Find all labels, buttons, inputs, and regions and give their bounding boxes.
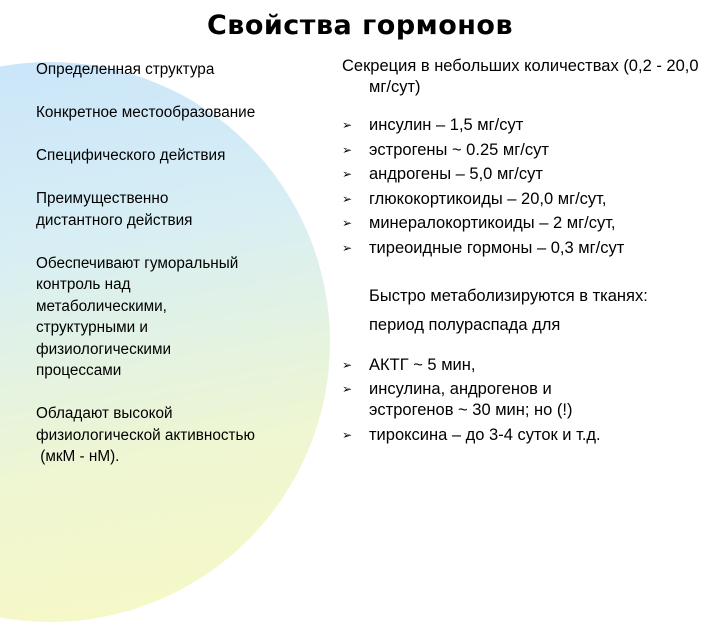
property-humoral-line-6: процессами xyxy=(36,362,122,379)
metabolism-heading: Быстро метаболизируются в тканях: xyxy=(369,286,648,305)
secretion-item: ➢ инсулин – 1,5 мг/сут xyxy=(342,116,524,134)
arrowhead-bullet-icon: ➢ xyxy=(342,216,353,230)
arrowhead-bullet-icon: ➢ xyxy=(342,191,353,206)
properties-list xyxy=(36,59,326,468)
property-humoral-line-4: структурными и xyxy=(36,319,148,336)
secretion-item: ➢ минералокортикоиды – 2 мг/сут, xyxy=(342,214,616,232)
arrowhead-bullet-icon: ➢ xyxy=(342,167,353,181)
property-specific-action: Специфического действия xyxy=(36,147,226,164)
arrowhead-bullet-icon: ➢ xyxy=(342,142,353,157)
secretion-panel xyxy=(342,56,702,446)
property-distant-action-line-2: дистантного действия xyxy=(36,211,193,229)
secretion-heading: Секреция в небольших количествах (0,2 - 20,0 мг/сут) xyxy=(342,57,699,96)
secretion-item: ➢ тиреоидные гормоны – 0,3 мг/сут xyxy=(342,238,625,257)
secretion-item: ➢ эстрогены ~ 0.25 мг/сут xyxy=(342,140,549,159)
property-activity-line-2: физиологической активностью xyxy=(36,426,255,444)
halflife-heading: период полураспада для xyxy=(369,315,561,334)
halflife-item: ➢ тироксина – до 3-4 суток и т.д. xyxy=(342,425,601,444)
property-activity-line-1: Обладают высокой xyxy=(36,405,173,422)
halflife-item: ➢ АКТГ ~ 5 мин, xyxy=(342,355,476,374)
property-activity-line-3: (мкМ - нМ). xyxy=(36,448,120,465)
arrowhead-bullet-icon: ➢ xyxy=(342,240,353,255)
property-humoral-line-5: физиологическими xyxy=(36,340,172,358)
arrowhead-bullet-icon: ➢ xyxy=(342,118,353,132)
property-humoral-line-3: метаболическими, xyxy=(36,297,167,315)
arrowhead-bullet-icon: ➢ xyxy=(342,382,353,396)
slide-title: Свойства гормонов xyxy=(206,10,514,41)
property-structure: Определенная структура xyxy=(36,61,215,78)
secretion-item: ➢ глюкокортикоиды – 20,0 мг/сут, xyxy=(342,189,607,208)
secretion-item: ➢ андрогены – 5,0 мг/сут xyxy=(342,165,543,183)
property-origin: Конкретное местообразование xyxy=(36,104,256,121)
property-distant-action-line-1: Преимущественно xyxy=(36,190,169,207)
arrowhead-bullet-icon: ➢ xyxy=(342,427,353,442)
halflife-item: ➢ инсулина, андрогенов и эстрогенов ~ 30 мин; но (!) xyxy=(342,380,573,419)
property-humoral-line-1: Обеспечивают гуморальный xyxy=(36,254,239,272)
property-humoral-line-2: контроль над xyxy=(36,276,131,293)
arrowhead-bullet-icon: ➢ xyxy=(342,357,353,372)
